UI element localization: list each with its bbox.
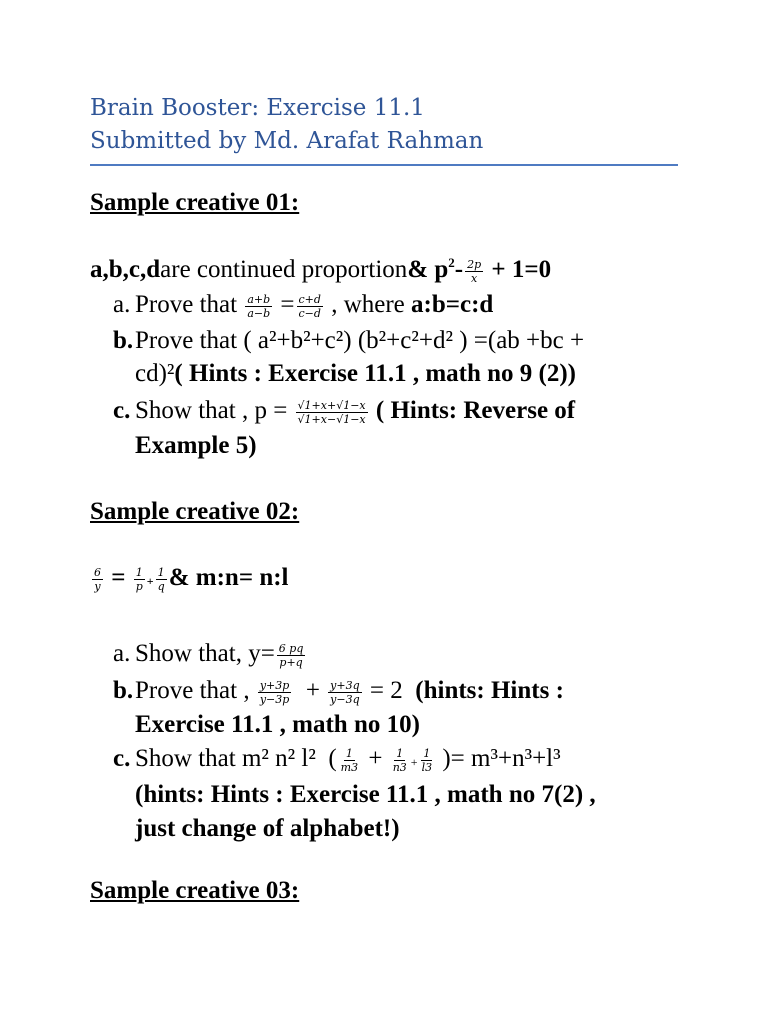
fraction — [258, 679, 291, 706]
hint: ( Hints : Exercise 11.1 , math no 9 (2)) — [174, 360, 577, 387]
frac-den: y — [94, 579, 101, 593]
item-text: Show that, y= — [135, 640, 275, 667]
section-1-title: Sample creative 01: — [90, 189, 300, 216]
item-label: b. — [113, 677, 134, 704]
fraction — [296, 399, 368, 426]
frac-num: 1 — [135, 565, 143, 579]
section-1-stem — [90, 255, 551, 285]
stem-eq-post: + 1=0 — [485, 256, 552, 283]
hint: (hints: Hints : — [415, 677, 564, 704]
fraction — [328, 679, 361, 706]
item-text: )= m³+n³+l³ — [436, 745, 561, 772]
frac-num: y+3p — [259, 678, 290, 692]
fraction — [92, 566, 103, 593]
frac-num: 6 — [94, 565, 101, 579]
frac-num: 1 — [396, 746, 404, 760]
item-text: = — [274, 291, 295, 318]
stem-minus: - — [454, 256, 464, 283]
fraction — [156, 566, 167, 593]
frac-num: 1 — [345, 746, 353, 760]
fraction — [339, 747, 360, 774]
s2-item-a — [113, 639, 307, 669]
frac-num: √1+x+√1−x — [297, 398, 366, 412]
stem-vars: a,b,c,d — [90, 256, 161, 283]
fraction — [277, 642, 306, 669]
frac-den: n3 — [392, 760, 407, 774]
frac-num: 1 — [157, 565, 165, 579]
condition: a:b=c:d — [411, 291, 494, 318]
item-label: c. — [113, 745, 131, 772]
item-text: Prove that ( a²+b²+c²) (b²+c²+d² ) =(ab +bc + — [135, 327, 585, 354]
s1-item-b-cont — [135, 359, 576, 389]
item-text: Prove that — [135, 291, 244, 318]
stem-text: = — [105, 564, 132, 591]
item-label: c. — [113, 397, 131, 424]
stem-frac-den: x — [471, 271, 478, 285]
s2-item-c-hint: (hints: Hints : Exercise 11.1 , math no 7(2) , — [135, 781, 596, 808]
stem-frac-num: 2p — [467, 257, 482, 271]
fraction — [297, 293, 323, 320]
stem-fraction — [465, 258, 483, 285]
stem-eq-pre: & p — [407, 256, 449, 283]
s1-item-c — [113, 396, 575, 426]
stem-text: + — [146, 574, 154, 588]
author-line: Submitted by Md. Arafat Rahman — [90, 128, 484, 154]
frac-den: p — [135, 579, 143, 593]
item-text: Show that , p = — [135, 397, 294, 424]
stem-exp: 2 — [448, 255, 455, 270]
frac-den: y−3q — [330, 692, 360, 706]
document-title: Brain Booster: Exercise 11.1 — [90, 95, 425, 121]
item-text: cd)² — [135, 360, 175, 387]
frac-den: √1+x−√1−x — [297, 412, 366, 426]
item-text: Prove that , — [135, 677, 256, 704]
hint: ( Hints: Reverse of — [369, 397, 576, 424]
frac-num: y+3q — [330, 678, 360, 692]
fraction — [391, 747, 409, 774]
item-text: + — [293, 677, 327, 704]
item-text: , where — [324, 291, 412, 318]
item-text: + — [410, 755, 418, 769]
frac-num: c+d — [298, 292, 321, 306]
frac-den: l3 — [421, 760, 433, 774]
fraction — [420, 747, 435, 774]
item-text: = 2 — [363, 677, 416, 704]
section-3-title: Sample creative 03: — [90, 877, 300, 904]
fraction — [245, 293, 272, 320]
frac-den: q — [157, 579, 165, 593]
frac-num: 1 — [423, 746, 431, 760]
item-label: a. — [113, 291, 131, 318]
s2-item-b — [113, 676, 564, 706]
s2-item-c — [113, 744, 561, 777]
s2-item-c-hint-cont: just change of alphabet!) — [135, 815, 400, 842]
item-label: a. — [113, 640, 131, 667]
stem-text: & m:n= n:l — [168, 564, 289, 591]
section-2-stem — [90, 563, 289, 596]
frac-den: c−d — [298, 306, 321, 320]
item-label: b. — [113, 327, 134, 354]
header-divider — [90, 164, 678, 166]
frac-den: p+q — [279, 655, 303, 669]
frac-num: 6 pq — [278, 641, 304, 655]
stem-text: are continued proportion — [160, 256, 408, 283]
frac-num: a+b — [247, 292, 271, 306]
item-text: Show that m² n² l² ( — [135, 745, 337, 772]
section-2-title: Sample creative 02: — [90, 498, 300, 525]
frac-den: a−b — [247, 306, 271, 320]
s1-item-c-hint-cont: Example 5) — [135, 432, 257, 459]
s1-item-a — [113, 290, 493, 320]
frac-den: y−3p — [259, 692, 290, 706]
frac-den: m3 — [340, 760, 359, 774]
s1-item-b — [113, 326, 584, 356]
item-text: + — [362, 745, 389, 772]
fraction — [134, 566, 145, 593]
s2-item-b-hint-cont: Exercise 11.1 , math no 10) — [135, 711, 420, 738]
